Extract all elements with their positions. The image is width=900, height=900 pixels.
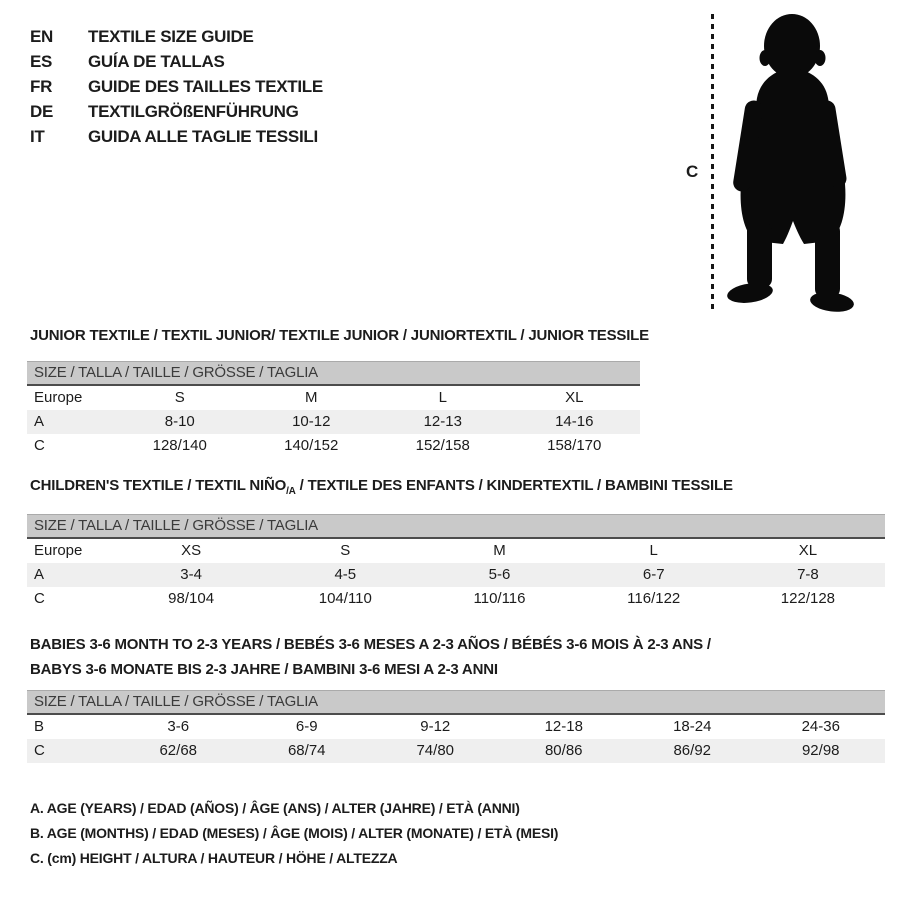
size-table-junior — [27, 361, 640, 458]
row-label-cell: C — [34, 437, 45, 454]
section-heading-junior: JUNIOR TEXTILE / TEXTIL JUNIOR/ TEXTILE JUNIOR / JUNIORTEXTIL / JUNIOR TESSILE — [30, 327, 649, 344]
footnote-line-c: C. (cm) HEIGHT / ALTURA / HAUTEUR / HÖHE / ALTEZZA — [30, 850, 398, 866]
heading-text: CHILDREN'S TEXTILE / TEXTIL NIÑO — [30, 477, 287, 494]
size-cell: 6-7 — [642, 566, 665, 583]
size-cell: 80/86 — [544, 742, 583, 759]
size-cell: L — [438, 389, 447, 406]
language-row — [30, 24, 323, 49]
table-row — [27, 739, 885, 763]
table-row — [27, 587, 885, 611]
heading-line-1: BABIES 3-6 MONTH TO 2-3 YEARS / BEBÉS 3-6 MESES A 2-3 AÑOS / BÉBÉS 3-6 MOIS À 2-3 ANS / — [30, 636, 711, 653]
size-cell: 62/68 — [159, 742, 198, 759]
size-cell: 92/98 — [801, 742, 840, 759]
row-label-cell: Europe — [34, 389, 83, 406]
footnote-line-a: A. AGE (YEARS) / EDAD (AÑOS) / ÂGE (ANS) / ALTER (JAHRE) / ETÀ (ANNI) — [30, 800, 520, 816]
size-cell: 122/128 — [780, 590, 836, 607]
language-row — [30, 99, 323, 124]
size-cell: 110/116 — [473, 590, 526, 607]
row-label-cell: A — [34, 413, 45, 430]
size-cell: XL — [798, 542, 818, 559]
size-cell: 12-13 — [423, 413, 462, 430]
language-code: FR — [30, 77, 53, 96]
table-row — [27, 410, 640, 434]
row-label-cell: B — [34, 718, 45, 735]
size-cell: 104/110 — [318, 590, 372, 607]
table-row — [27, 386, 640, 410]
toddler-silhouette-icon — [725, 12, 855, 312]
height-label: C — [686, 162, 699, 181]
size-cell: 152/158 — [415, 437, 470, 454]
size-cell: 116/122 — [627, 590, 681, 607]
size-header-bar: SIZE / TALLA / TAILLE / GRÖSSE / TAGLIA — [27, 690, 885, 715]
language-title: GUIDE DES TAILLES TEXTILE — [88, 77, 323, 96]
size-cell: 140/152 — [284, 437, 339, 454]
size-cell: 12-18 — [544, 718, 583, 735]
heading-line-2: BABYS 3-6 MONATE BIS 2-3 JAHRE / BAMBINI 3-6 MESI A 2-3 ANNI — [30, 661, 498, 678]
row-label-cell: C — [34, 742, 45, 759]
language-row — [30, 124, 323, 149]
size-cell: 18-24 — [673, 718, 712, 735]
size-cell: 74/80 — [416, 742, 455, 759]
size-cell: 98/104 — [168, 590, 215, 607]
size-cell: 3-6 — [167, 718, 190, 735]
footnote-block — [30, 796, 558, 871]
row-label-cell: Europe — [34, 542, 83, 559]
language-title-block — [30, 24, 323, 149]
height-figure — [680, 10, 880, 320]
size-header-bar: SIZE / TALLA / TAILLE / GRÖSSE / TAGLIA — [27, 361, 640, 386]
size-cell: 8-10 — [164, 413, 195, 430]
size-cell: M — [305, 389, 318, 406]
language-title: GUÍA DE TALLAS — [88, 52, 225, 71]
size-cell: 7-8 — [797, 566, 819, 583]
size-cell: 128/140 — [152, 437, 207, 454]
language-row — [30, 74, 323, 99]
size-cell: 5-6 — [488, 566, 511, 583]
size-cell: 14-16 — [555, 413, 594, 430]
size-cell: 10-12 — [292, 413, 331, 430]
size-cell: S — [174, 389, 185, 406]
size-cell: XL — [565, 389, 584, 406]
row-label-cell: A — [34, 566, 45, 583]
table-row — [27, 563, 885, 587]
section-heading-children — [30, 477, 733, 497]
table-row — [27, 539, 885, 563]
table-row — [27, 434, 640, 458]
height-measure-line — [711, 14, 714, 314]
language-code: IT — [30, 127, 45, 146]
language-code: DE — [30, 102, 54, 121]
size-cell: XS — [181, 542, 202, 559]
size-cell: 9-12 — [420, 718, 451, 735]
table-row — [27, 715, 885, 739]
size-cell: 6-9 — [295, 718, 318, 735]
heading-text: / TEXTILE DES ENFANTS / KINDERTEXTIL / BAMBINI TESSILE — [295, 477, 733, 494]
size-cell: 4-5 — [334, 566, 357, 583]
size-cell: 158/170 — [547, 437, 602, 454]
size-cell: M — [493, 542, 506, 559]
language-title: GUIDA ALLE TAGLIE TESSILI — [88, 127, 318, 146]
size-table-children — [27, 514, 885, 611]
size-cell: 86/92 — [673, 742, 712, 759]
size-cell: L — [649, 542, 658, 559]
heading-subscript: /A — [286, 486, 296, 497]
size-cell: 24-36 — [801, 718, 840, 735]
section-heading-babies — [30, 632, 711, 682]
language-code: ES — [30, 52, 53, 71]
footnote-line-b: B. AGE (MONTHS) / EDAD (MESES) / ÂGE (MOIS) / ALTER (MONATE) / ETÀ (MESI) — [30, 825, 559, 841]
language-row — [30, 49, 323, 74]
language-code: EN — [30, 27, 54, 46]
row-label-cell: C — [34, 590, 45, 607]
size-cell: 3-4 — [180, 566, 202, 583]
language-title: TEXTILE SIZE GUIDE — [88, 27, 254, 46]
size-header-bar: SIZE / TALLA / TAILLE / GRÖSSE / TAGLIA — [27, 514, 885, 539]
language-title: TEXTILGRÖßENFÜHRUNG — [88, 102, 299, 121]
size-cell: S — [340, 542, 351, 559]
size-cell: 68/74 — [287, 742, 326, 759]
size-table-babies — [27, 690, 885, 763]
